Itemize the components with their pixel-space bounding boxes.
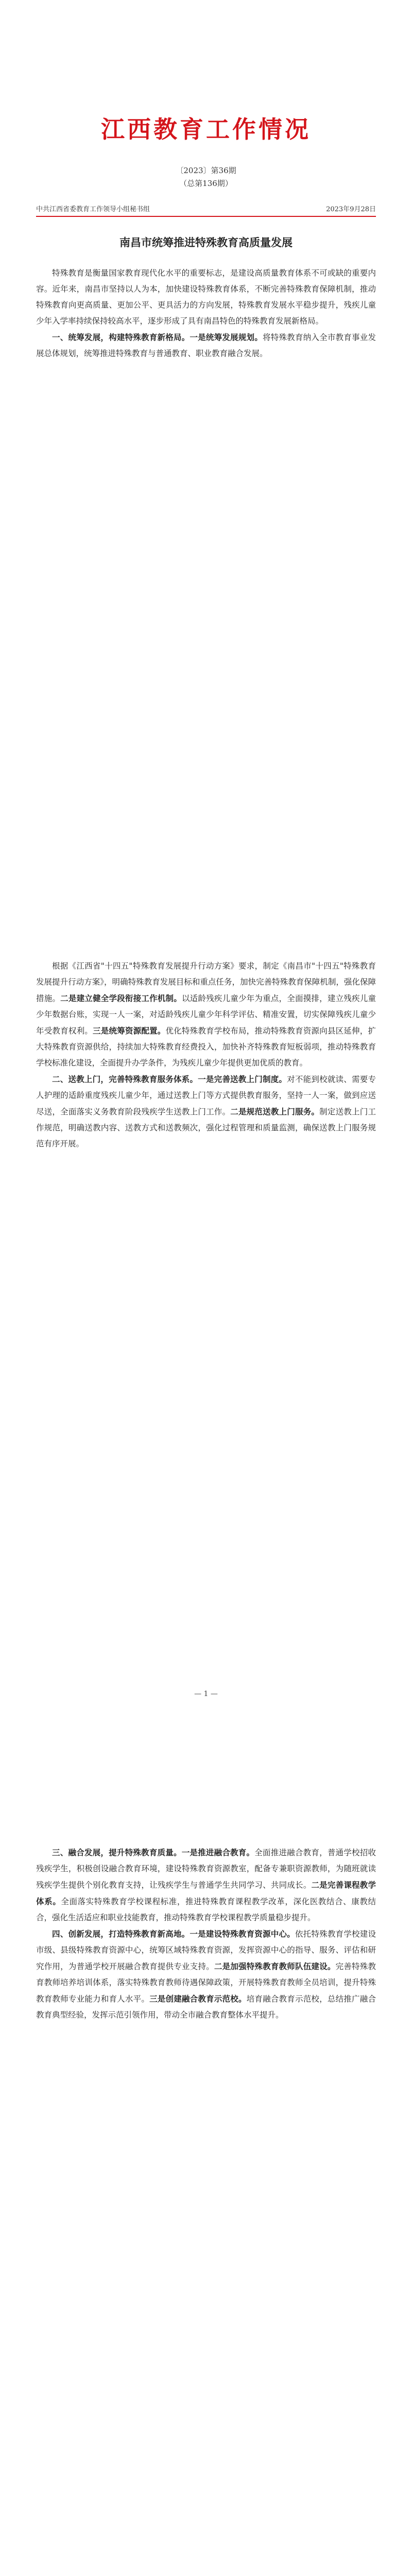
masthead-title: 江西教育工作情况 <box>101 115 311 143</box>
paragraph <box>36 329 376 362</box>
masthead-red-rule <box>36 216 376 217</box>
bold-heading-run: 四、创新发展，打造特殊教育新高地。 <box>52 1929 190 1939</box>
issuer: 中共江西省委教育工作领导小组秘书组 <box>36 206 150 213</box>
paragraph <box>36 1844 376 1926</box>
paragraph <box>36 1071 376 1152</box>
bold-heading-run: 一是完善送教上门制度。 <box>198 1074 287 1084</box>
page-number-1: — 1 — <box>194 1690 218 1698</box>
bold-heading-run: 三是统筹资源配置。 <box>93 1026 166 1036</box>
paragraph <box>36 265 376 329</box>
page2-body <box>36 958 376 1152</box>
bold-heading-run: 三是创建融合教育示范校。 <box>149 1994 247 2004</box>
bold-heading-run: 一、统筹发展，构建特殊教育新格局。 <box>52 332 190 342</box>
issue-number: 〔2023〕第36期 <box>176 166 236 175</box>
page-3 <box>0 1752 412 2576</box>
text-run: 优化特殊教育学校布局，推动特殊教育资源向县区延伸，扩大特殊教育资源供给，持续加大特殊教育经费投入，加快补齐特殊教育短板弱项，推动特殊教育学校标准化建设，全面提升办学条件，为残疾儿童少年提供更加优质的教育。 <box>36 1026 376 1067</box>
bold-heading-run: 二是完善课程教学体系。 <box>36 1880 376 1906</box>
page-2 <box>0 866 412 1731</box>
text-run: 全面推进融合教育，普通学校招收残疾学生，积极创设融合教育环境，建设特殊教育资源教室，配备专兼职资源教师，为随班就读残疾学生提供个别化教育支持，让残疾学生与普通学生共同学习、共同成长。 <box>36 1848 376 1890</box>
bold-heading-run: 三、融合发展，提升特殊教育质量。 <box>52 1848 182 1857</box>
paragraph <box>36 958 376 1071</box>
text-run: 根据《江西省"十四五"特殊教育发展提升行动方案》要求，制定《南昌市"十四五"特殊教育发展提升行动方案》，明确特殊教育发展目标和重点任务，加快完善特殊教育保障机制，强化保障措施。 <box>36 961 376 1003</box>
bold-heading-run: 二是规范送教上门服务。 <box>230 1107 320 1116</box>
issue-date: 2023年9月28日 <box>326 206 376 213</box>
bold-heading-run: 一是建设特殊教育资源中心。 <box>190 1929 295 1939</box>
text-run: 对不能到校就读、需要专人护理的适龄重度残疾儿童少年，通过送教上门等方式提供教育服务，坚持一人一案，做到应送尽送，全面落实义务教育阶段残疾学生送教上门工作。 <box>36 1075 376 1116</box>
issuer-row <box>36 204 376 213</box>
paragraph <box>36 1926 376 2023</box>
text-run: 培育融合教育示范校，总结推广融合教育典型经验，发挥示范引领作用，带动全市融合教育整体水平提升。 <box>36 1994 376 2020</box>
article-title: 南昌市统筹推进特殊教育高质量发展 <box>119 236 293 249</box>
page3-body <box>36 1844 376 2023</box>
text-run: 制定送教上门工作规范，明确送教内容、送教方式和送教频次，强化过程管理和质量监测，确保送教上门服务规范有序开展。 <box>36 1107 376 1148</box>
text-run: 以适龄残疾儿童少年为重点，全面摸排，建立残疾儿童少年数据台账，实现一人一案，对适龄残疾儿童少年科学评估、精准安置，切实保障残疾儿童少年受教育权利。 <box>36 994 376 1036</box>
text-run: 特殊教育是衡量国家教育现代化水平的重要标志，是建设高质量教育体系不可或缺的重要内容。近年来，南昌市坚持以人为本，加快建设特殊教育体系，不断完善特殊教育保障机制，推动特殊教育向更高质量、更加公平、更具活力的方向发展，特殊教育发展水平稳步提升，残疾儿童少年入学率持续保持较高水平，逐步形成了具有南昌特色的特殊教育发展新格局。 <box>36 268 376 326</box>
text-run: 依托特殊教育学校建设市级、县级特殊教育资源中心，统筹区域特殊教育资源，发挥资源中心的指导、服务、评估和研究作用，为普通学校开展融合教育提供专业支持。 <box>36 1929 376 1971</box>
total-issue-number: （总第136期） <box>179 179 233 188</box>
text-run: 将特殊教育纳入全市教育事业发展总体规划，统筹推进特殊教育与普通教育、职业教育融合发展。 <box>36 333 376 358</box>
page1-body <box>36 265 376 362</box>
text-run: 完善特殊教育教师培养培训体系，落实特殊教育教师待遇保障政策，开展特殊教育教师全员培训，提升特殊教育教师专业能力和育人水平。 <box>36 1962 376 2004</box>
bold-heading-run: 一是统筹发展规划。 <box>190 332 263 342</box>
page-1 <box>0 0 412 835</box>
bold-heading-run: 二是建立健全学段衔接工作机制。 <box>60 993 182 1003</box>
text-run: 全面落实特殊教育学校课程标准，推进特殊教育课程教学改革，深化医教结合、康教结合，强化生活适应和职业技能教育，推动特殊教育学校课程教学质量稳步提升。 <box>36 1897 376 1922</box>
bold-heading-run: 一是推进融合教育。 <box>181 1848 255 1857</box>
bold-heading-run: 二是加强特殊教育教师队伍建设。 <box>214 1961 336 1971</box>
bold-heading-run: 二、送教上门，完善特殊教育服务体系。 <box>52 1074 198 1084</box>
